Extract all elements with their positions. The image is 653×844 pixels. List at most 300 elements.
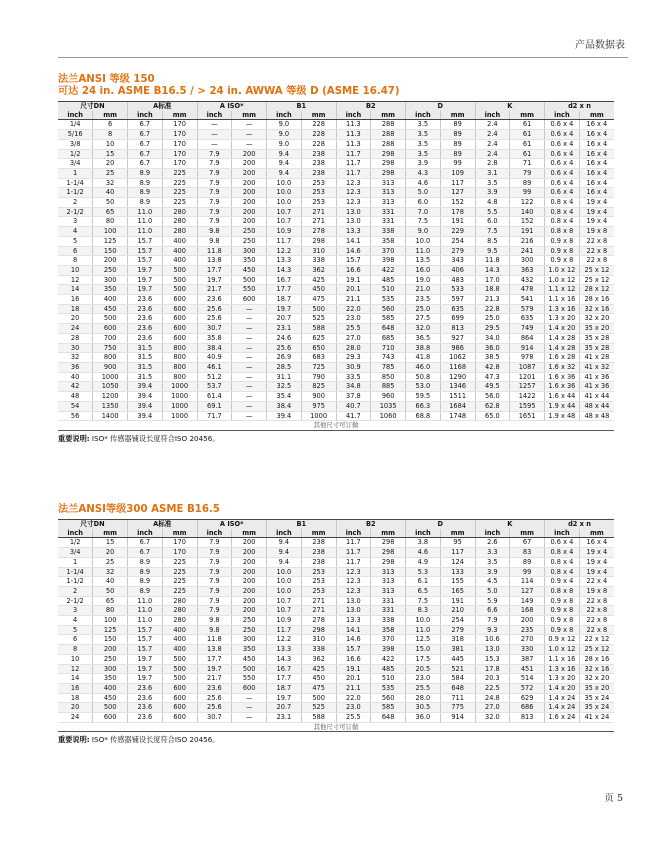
table-cell: 100 [93, 616, 128, 626]
table-cell: — [232, 139, 267, 149]
table-cell: 42.8 [475, 362, 510, 372]
table-cell: 229 [440, 227, 475, 237]
table-cell: 9.0 [267, 130, 302, 140]
table-cell: 450 [232, 654, 267, 664]
table-cell: 22.0 [336, 304, 371, 314]
table-row [58, 411, 614, 421]
table-cell: 54 [58, 401, 93, 411]
table-cell: 5 [58, 236, 93, 246]
unit-header: mm [510, 111, 545, 120]
table-cell: 2-1/2 [58, 596, 93, 606]
unit-header: inch [406, 529, 441, 538]
table-cell: 8.5 [475, 236, 510, 246]
document-header-label: 产品数据表 [575, 40, 625, 51]
table-cell: — [232, 304, 267, 314]
table-cell: 338 [301, 645, 336, 655]
table-cell: 13.3 [267, 645, 302, 655]
table-cell: 170 [162, 548, 197, 558]
table-cell: 541 [510, 295, 545, 305]
table-cell: 1.3 x 16 [545, 664, 580, 674]
table-cell: 23.6 [128, 314, 163, 324]
table-cell: 25.5 [336, 324, 371, 334]
page-number: 页 5 [604, 793, 623, 804]
table-cell: 13.5 [406, 256, 441, 266]
table-cell: 61 [510, 130, 545, 140]
table-cell: 39.4 [128, 411, 163, 421]
table-cell: 1.0 x 12 [545, 265, 580, 275]
table-cell: 525 [301, 703, 336, 713]
table-cell: 8.3 [406, 606, 441, 616]
table-cell: 16 x 4 [579, 130, 614, 140]
table-cell: 14 [58, 285, 93, 295]
table-cell: 23.6 [128, 324, 163, 334]
table-row [58, 333, 614, 343]
table-cell: 0.8 x 8 [545, 227, 580, 237]
table-row [58, 217, 614, 227]
table-cell: — [232, 130, 267, 140]
table-cell: 280 [162, 596, 197, 606]
table-cell: 313 [371, 188, 406, 198]
table-cell: 12.2 [267, 635, 302, 645]
table-cell: 11.8 [475, 256, 510, 266]
table-cell: 475 [301, 295, 336, 305]
table-cell: 19.7 [128, 265, 163, 275]
table-cell: 298 [301, 236, 336, 246]
table-cell: 53.0 [406, 382, 441, 392]
table-cell: 71.7 [197, 411, 232, 421]
table-cell: 400 [162, 246, 197, 256]
table-row [58, 703, 614, 713]
table-cell: 7.9 [197, 207, 232, 217]
table-cell: 9.8 [197, 227, 232, 237]
table-cell: 2 [58, 198, 93, 208]
table-cell: 19.7 [128, 664, 163, 674]
table-cell: 23.6 [128, 713, 163, 723]
table-cell: — [232, 314, 267, 324]
table-unit-row [58, 529, 614, 538]
table-cell: 1 [58, 168, 93, 178]
table-cell: 250 [232, 227, 267, 237]
table-cell: 225 [162, 178, 197, 188]
table-cell: 1060 [371, 411, 406, 421]
table-cell: 117 [440, 178, 475, 188]
table-cell: 960 [371, 392, 406, 402]
table-cell: 61 [510, 139, 545, 149]
table-cell: 11.0 [128, 606, 163, 616]
table-cell: 25.6 [267, 343, 302, 353]
table-cell: 800 [162, 362, 197, 372]
table-cell: 3.5 [475, 178, 510, 188]
column-header: A标准 [128, 520, 198, 529]
table-cell: 22 x 8 [579, 616, 614, 626]
table-cell: 2.4 [475, 130, 510, 140]
table-cell: 22 x 4 [579, 577, 614, 587]
table-cell: 11.7 [336, 149, 371, 159]
table-cell: 25 [93, 168, 128, 178]
unit-header: inch [267, 529, 302, 538]
table-cell: 535 [371, 683, 406, 693]
table-row [58, 265, 614, 275]
table-cell: 66.3 [406, 401, 441, 411]
table-cell: 3.1 [475, 168, 510, 178]
table-cell: 35 x 24 [579, 693, 614, 703]
table-cell: 597 [440, 295, 475, 305]
table-row [58, 625, 614, 635]
table-cell: 358 [371, 236, 406, 246]
table-cell: 48 [58, 392, 93, 402]
table-cell: 331 [371, 217, 406, 227]
table-cell: 425 [301, 275, 336, 285]
table-cell: 683 [301, 353, 336, 363]
table-cell: 1.6 x 36 [545, 382, 580, 392]
table-cell: 200 [232, 548, 267, 558]
table-cell: 600 [93, 713, 128, 723]
table-cell: 588 [301, 713, 336, 723]
table-cell: 13.8 [197, 645, 232, 655]
table-row [58, 314, 614, 324]
table-cell: 15 [93, 538, 128, 548]
table-cell: 22 x 8 [579, 246, 614, 256]
table-cell: 32 [93, 178, 128, 188]
table-cell: 253 [301, 198, 336, 208]
table-cell: 200 [93, 256, 128, 266]
table-cell: 450 [301, 285, 336, 295]
table-cell: 685 [371, 333, 406, 343]
table-cell: 16.7 [267, 664, 302, 674]
table-cell: 711 [440, 693, 475, 703]
unit-header: mm [440, 529, 475, 538]
table-cell: 6.7 [128, 548, 163, 558]
table-cell: 686 [510, 703, 545, 713]
table-cell: 288 [371, 130, 406, 140]
table-cell: 12.5 [406, 635, 441, 645]
table-row [58, 392, 614, 402]
table-cell: 18.7 [267, 683, 302, 693]
table-cell: 225 [162, 567, 197, 577]
table-cell: 1.3 x 16 [545, 304, 580, 314]
table-cell: 635 [510, 314, 545, 324]
table-cell: 500 [93, 703, 128, 713]
table-cell: 10.0 [267, 198, 302, 208]
table-cell: 5.0 [406, 188, 441, 198]
table-cell: 3/4 [58, 159, 93, 169]
unit-header: mm [301, 111, 336, 120]
table-cell: 8.9 [128, 577, 163, 587]
table-cell: 228 [301, 120, 336, 130]
table-cell: 271 [301, 217, 336, 227]
unit-header: inch [545, 529, 580, 538]
table-cell: 225 [162, 188, 197, 198]
table-cell: 1000 [162, 382, 197, 392]
table-cell: 2.4 [475, 149, 510, 159]
table-cell: 35 x 28 [579, 343, 614, 353]
table-cell: 35.4 [267, 392, 302, 402]
table-cell: 7.5 [406, 217, 441, 227]
table-cell: 584 [440, 674, 475, 684]
table-cell: — [232, 120, 267, 130]
table-cell: 7.9 [197, 149, 232, 159]
table-cell: 0.8 x 8 [545, 586, 580, 596]
table-cell: 406 [440, 265, 475, 275]
table-cell: 0.6 x 4 [545, 149, 580, 159]
table-cell: 253 [301, 188, 336, 198]
table-cell: 500 [93, 314, 128, 324]
table-cell: 1400 [93, 411, 128, 421]
table-cell: 338 [371, 227, 406, 237]
table-cell: 14 [58, 674, 93, 684]
table-row [58, 139, 614, 149]
table-cell: 331 [371, 596, 406, 606]
table-cell: 279 [440, 625, 475, 635]
unit-header: inch [406, 111, 441, 120]
table-cell: 7.9 [197, 168, 232, 178]
unit-header: inch [267, 111, 302, 120]
table-cell: 19.7 [267, 693, 302, 703]
table-cell: 521 [440, 664, 475, 674]
table-cell: 39.4 [128, 392, 163, 402]
table-cell: 485 [371, 275, 406, 285]
table-cell: 35 x 24 [579, 703, 614, 713]
table-cell: 41.8 [406, 353, 441, 363]
table-cell: 235 [510, 625, 545, 635]
table-cell: 0.8 x 4 [545, 548, 580, 558]
table-cell: 1.0 x 12 [545, 645, 580, 655]
table-cell: — [232, 333, 267, 343]
table-row [58, 130, 614, 140]
table-cell: 1.9 x 48 [545, 411, 580, 421]
table-cell: 8 [58, 645, 93, 655]
table-cell: 900 [93, 362, 128, 372]
unit-header: mm [93, 529, 128, 538]
column-header: B2 [336, 520, 406, 529]
table-cell: 4.5 [475, 577, 510, 587]
table-cell: 24.8 [475, 693, 510, 703]
table-cell: 9.0 [267, 139, 302, 149]
table-cell: 19.1 [336, 664, 371, 674]
table-cell: 191 [440, 596, 475, 606]
table-cell: 400 [162, 635, 197, 645]
table-cell: — [232, 343, 267, 353]
table-cell: 14.6 [336, 635, 371, 645]
table-cell: 914 [510, 343, 545, 353]
table-cell: 300 [510, 256, 545, 266]
table-cell: 200 [232, 606, 267, 616]
table-cell: 32 x 16 [579, 664, 614, 674]
table-cell: 13.8 [197, 256, 232, 266]
table-cell: 41 x 36 [579, 372, 614, 382]
table-cell: 1000 [162, 401, 197, 411]
table-row [58, 693, 614, 703]
table-cell: 20.5 [406, 664, 441, 674]
table-cell: 300 [93, 664, 128, 674]
table-cell: 10.0 [406, 236, 441, 246]
table-cell: 225 [162, 586, 197, 596]
table-cell: 11.0 [128, 207, 163, 217]
table-cell: 2 [58, 586, 93, 596]
table-cell: 9.4 [267, 557, 302, 567]
table-cell: 200 [93, 645, 128, 655]
table-cell: 572 [510, 683, 545, 693]
table-cell: 1748 [440, 411, 475, 421]
table-cell: 450 [93, 693, 128, 703]
table-cell: 1.0 x 12 [545, 275, 580, 285]
table-cell: 152 [510, 217, 545, 227]
table-cell: 12.3 [336, 198, 371, 208]
table-cell: 20 [58, 703, 93, 713]
table-cell: 8.9 [128, 168, 163, 178]
table-cell: 36.0 [475, 343, 510, 353]
table-cell: 40.7 [336, 401, 371, 411]
table-cell: 20 [93, 159, 128, 169]
table-cell: 11.0 [128, 217, 163, 227]
table-cell: 475 [301, 683, 336, 693]
table-cell: 1200 [93, 392, 128, 402]
table-cell: 1.4 x 24 [545, 703, 580, 713]
table-cell: 124 [440, 557, 475, 567]
table-cell: 6.7 [128, 149, 163, 159]
table-cell: 9.0 [406, 227, 441, 237]
table-cell: 3.3 [475, 548, 510, 558]
table-cell: 298 [371, 149, 406, 159]
unit-header: mm [162, 111, 197, 120]
unit-header: mm [579, 111, 614, 120]
table-cell: 400 [162, 645, 197, 655]
table-cell: 41 x 28 [579, 353, 614, 363]
table-cell: 30.9 [336, 362, 371, 372]
table-cell: 280 [162, 616, 197, 626]
table-row [58, 227, 614, 237]
table-row [58, 362, 614, 372]
table-cell: 200 [232, 586, 267, 596]
table-cell: 61 [510, 120, 545, 130]
table-cell: 7.9 [197, 606, 232, 616]
table-cell: 17.5 [406, 654, 441, 664]
ansi-300-section [58, 504, 614, 745]
table-cell: 200 [232, 188, 267, 198]
table-row [58, 577, 614, 587]
table-cell: 9.4 [267, 149, 302, 159]
table-cell: 1595 [510, 401, 545, 411]
table-cell: 635 [440, 304, 475, 314]
table-cell: 14.1 [336, 625, 371, 635]
table-cell: 15 [93, 149, 128, 159]
table-cell: 50 [93, 586, 128, 596]
table-cell: 600 [162, 333, 197, 343]
table-cell: 68.8 [406, 411, 441, 421]
table-cell: 3/4 [58, 548, 93, 558]
table-cell: 11.7 [336, 159, 371, 169]
table-cell: 500 [162, 674, 197, 684]
table-cell: 1257 [510, 382, 545, 392]
table-cell: 331 [371, 606, 406, 616]
table-cell: 19 x 4 [579, 557, 614, 567]
table-cell: 800 [162, 353, 197, 363]
table-cell: 21.7 [197, 674, 232, 684]
table-cell: 30.7 [197, 713, 232, 723]
table-cell: 1684 [440, 401, 475, 411]
table-cell: 23.1 [267, 324, 302, 334]
table-cell: 32 [93, 567, 128, 577]
table-cell: 313 [371, 198, 406, 208]
table-cell: 200 [232, 538, 267, 548]
table-cell: 986 [440, 343, 475, 353]
table-cell: 28.5 [267, 362, 302, 372]
table-cell: 4.6 [406, 178, 441, 188]
table-cell: 8.9 [128, 178, 163, 188]
table-cell: 23.0 [336, 703, 371, 713]
table-cell: — [232, 401, 267, 411]
table-cell: 0.8 x 4 [545, 207, 580, 217]
table-cell: 28 x 12 [579, 285, 614, 295]
table-cell: 250 [232, 616, 267, 626]
table-cell: 900 [301, 392, 336, 402]
table-cell: 0.6 x 4 [545, 538, 580, 548]
table-cell: 28 x 16 [579, 654, 614, 664]
table-cell: 1.4 x 24 [545, 693, 580, 703]
note-text: ISO* 传感器铺设长度符合ISO 20456。 [89, 433, 220, 443]
unit-header: inch [475, 111, 510, 120]
table-cell: 79 [510, 168, 545, 178]
table-row [58, 295, 614, 305]
table-cell: 10.0 [267, 188, 302, 198]
table-cell: 16 x 4 [579, 139, 614, 149]
table-cell: 10.0 [406, 616, 441, 626]
table-cell: 500 [301, 693, 336, 703]
table-cell: 133 [440, 567, 475, 577]
table-cell: 1.9 x 44 [545, 401, 580, 411]
table-cell: 46.0 [406, 362, 441, 372]
table-cell: 1062 [440, 353, 475, 363]
table-cell: 400 [162, 256, 197, 266]
table-cell: 6.7 [128, 159, 163, 169]
table-cell: 331 [371, 207, 406, 217]
table-cell: 17.0 [475, 275, 510, 285]
table-cell: 710 [371, 343, 406, 353]
table-cell: 34.0 [475, 333, 510, 343]
unit-header: inch [336, 111, 371, 120]
table-cell: 19 x 4 [579, 567, 614, 577]
table-cell: 6.1 [406, 577, 441, 587]
table-cell: 31.5 [128, 353, 163, 363]
table-cell: 17.7 [267, 674, 302, 684]
table-cell: 170 [162, 538, 197, 548]
table-cell: 225 [162, 577, 197, 587]
table-row [58, 616, 614, 626]
table-cell: 885 [371, 382, 406, 392]
table-cell: 500 [162, 664, 197, 674]
table-cell: 117 [440, 548, 475, 558]
table-cell: 1087 [510, 362, 545, 372]
table-cell: 0.9 x 8 [545, 596, 580, 606]
table-cell: 191 [440, 217, 475, 227]
table-cell: 10 [58, 654, 93, 664]
table-cell: 29.3 [336, 353, 371, 363]
table-cell: 36.0 [406, 713, 441, 723]
table-cell: 11.7 [267, 625, 302, 635]
table-cell: 125 [93, 236, 128, 246]
table-cell: 155 [440, 577, 475, 587]
table-cell: 7.5 [475, 227, 510, 237]
table-cell: 5.9 [475, 596, 510, 606]
table-cell: 3.9 [475, 188, 510, 198]
table-cell: 89 [440, 120, 475, 130]
table-cell: 21.7 [197, 285, 232, 295]
table-cell: 20.7 [267, 703, 302, 713]
table-cell: 1422 [510, 392, 545, 402]
table-cell: 22 x 8 [579, 256, 614, 266]
table-cell: 200 [232, 596, 267, 606]
table-cell: 36.5 [406, 333, 441, 343]
